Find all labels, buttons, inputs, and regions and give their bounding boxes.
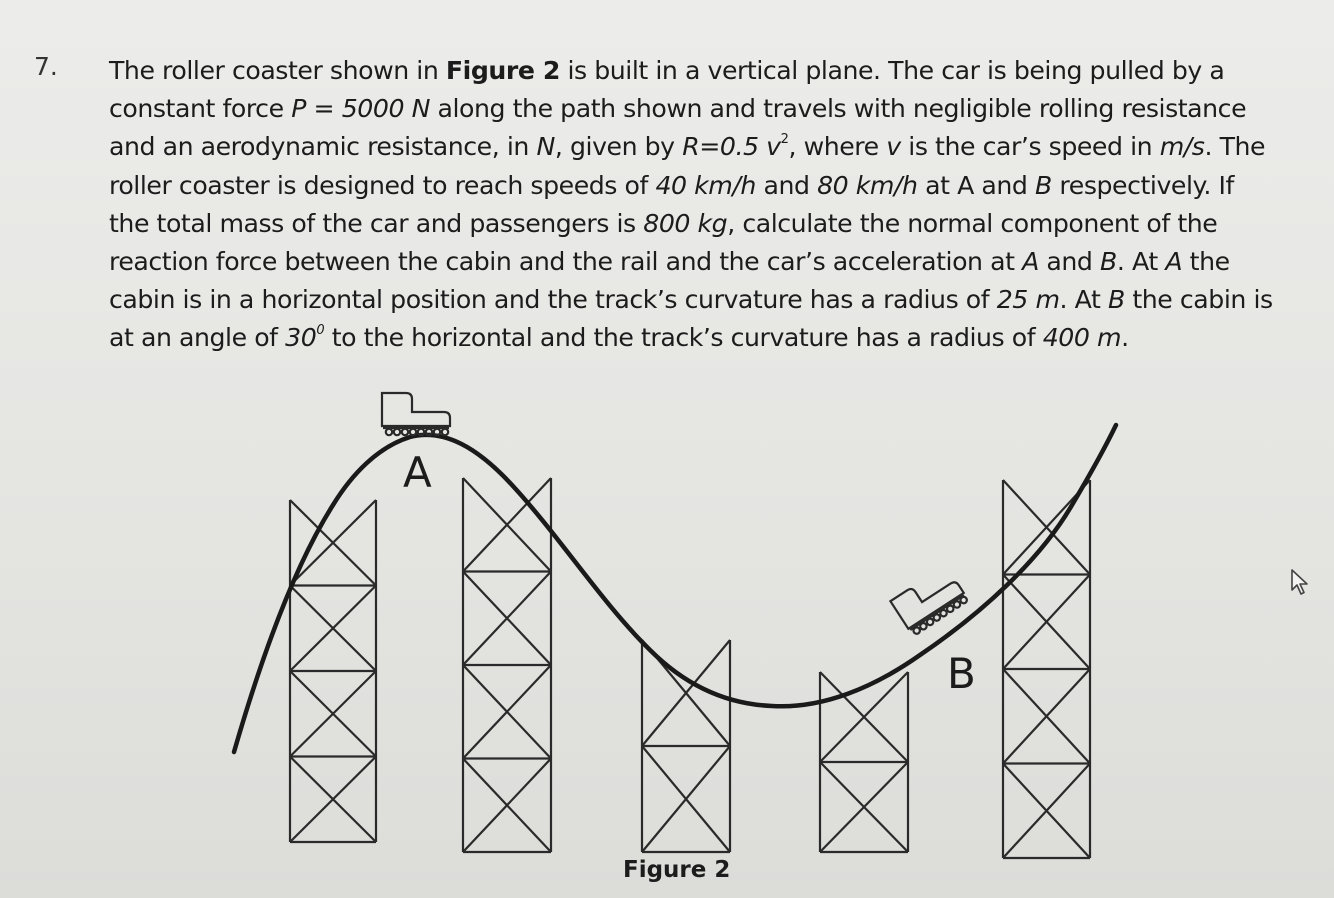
text-segment: B [1100,247,1117,277]
text-segment: , given by [554,132,683,162]
support-tower [820,672,908,852]
question-line [109,52,1314,90]
text-segment: 2 [780,132,789,148]
text-segment: , calculate the normal component of the [727,208,1218,238]
question-line [109,205,1314,243]
text-segment: to the horizontal and the track’s curvature has a radius of [324,323,1043,353]
wheel [953,600,962,609]
support-tower [290,500,376,842]
text-segment: . At [1059,285,1108,315]
text-segment: the [1182,247,1230,277]
text-segment: . The [1204,132,1266,162]
wheel [939,609,948,618]
question-number: 7. [34,52,58,81]
point-a-label: A [403,448,432,497]
question-line [109,243,1314,281]
wheel [410,429,416,435]
wheel [946,604,955,613]
wheel [386,429,392,435]
text-segment: B [1107,285,1125,315]
text-segment: R=0.5 v [682,132,781,162]
text-segment: and an aerodynamic resistance, in [109,132,537,162]
question-line [109,90,1314,128]
text-segment: and [1038,247,1101,277]
text-segment: 30 [285,323,317,353]
figure-caption: Figure 2 [623,857,731,883]
car-a [382,393,450,435]
text-segment: the cabin is [1124,285,1273,315]
wheel [418,429,424,435]
text-segment: 25 m [996,285,1060,315]
question-line [109,128,1314,166]
text-segment: N [536,132,555,162]
text-segment: 400 m [1042,323,1122,353]
text-segment: roller coaster is designed to reach speeds of [109,170,656,200]
text-segment: P [291,94,306,124]
car-b [890,565,968,636]
question-text [109,52,1314,358]
wheel [912,626,921,635]
text-segment: 0 [316,323,325,339]
text-segment: along the path shown and travels with negligible rolling resistance [429,94,1247,124]
text-segment: respectively. If [1051,170,1234,200]
question-line [109,281,1314,319]
wheel [919,622,928,631]
wheel [959,596,968,605]
text-segment: the total mass of the car and passengers is [109,208,644,238]
wheel [434,429,440,435]
text-segment: cabin is in a horizontal position and the track’s curvature has a radius of [109,285,997,315]
wheel [426,429,432,435]
wheel [394,429,400,435]
question-line [109,319,1314,357]
text-segment: m/s [1159,132,1205,162]
support-tower [642,640,730,852]
text-segment: 5000 N [341,94,430,124]
text-segment: is the car’s speed in [900,132,1160,162]
text-segment: The roller coaster shown in [109,56,446,85]
coaster-track [234,425,1116,752]
text-segment: and [755,170,818,200]
text-segment: at A and [917,170,1036,200]
wheel [442,429,448,435]
text-segment: reaction force between the cabin and the rail and the car’s acceleration at [109,247,1023,277]
wheel [932,613,941,622]
text-segment: at an angle of [109,323,286,353]
wheel [402,429,408,435]
text-segment: A [1022,247,1039,277]
text-segment: Figure 2 [445,56,560,85]
text-segment: . [1121,323,1129,353]
text-segment: 800 kg [643,208,728,238]
text-segment: . At [1116,247,1166,277]
text-segment: 80 km/h [817,170,918,200]
text-segment: 40 km/h [655,170,756,200]
wheel [926,617,935,626]
support-towers [290,478,1090,858]
mouse-pointer-icon [1290,568,1312,598]
support-tower [1003,480,1090,858]
question-line [109,167,1314,205]
text-segment: B [1035,170,1052,200]
text-segment: constant force [109,94,292,124]
text-segment: A [1165,247,1183,277]
support-tower [463,478,551,852]
text-segment: = [305,94,342,124]
text-segment: v [886,132,901,162]
point-b-label: B [947,649,976,698]
text-segment: , where [788,132,887,162]
text-segment: is built in a vertical plane. The car is being pulled by a [559,56,1225,85]
